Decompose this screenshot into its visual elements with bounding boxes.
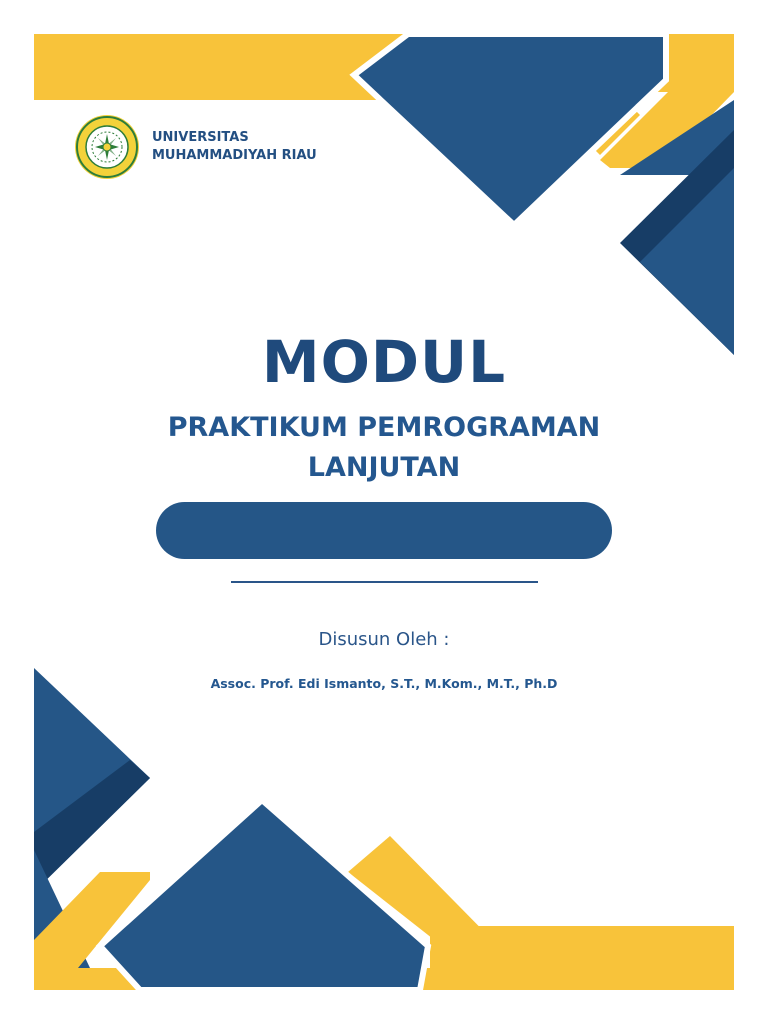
gold-bar-top [34, 34, 390, 100]
author-label: Disusun Oleh : [318, 629, 450, 650]
university-name [152, 129, 317, 165]
university-seal-icon [74, 114, 140, 180]
university-header [74, 114, 317, 180]
divider-line [231, 581, 538, 583]
university-name-line1: UNIVERSITAS [152, 130, 249, 145]
document-title: MODUL [261, 328, 507, 396]
author-name: Assoc. Prof. Edi Ismanto, S.T., M.Kom., M.T., Ph.D [210, 676, 558, 691]
title-banner-pill [156, 502, 612, 559]
university-name-line2: MUHAMMADIYAH RIAU [152, 148, 317, 163]
gold-bar-bottom [430, 926, 734, 990]
document-subtitle [0, 408, 768, 488]
subtitle-line1: PRAKTIKUM PEMROGRAMAN [167, 412, 601, 443]
subtitle-line2: LANJUTAN [307, 452, 461, 483]
